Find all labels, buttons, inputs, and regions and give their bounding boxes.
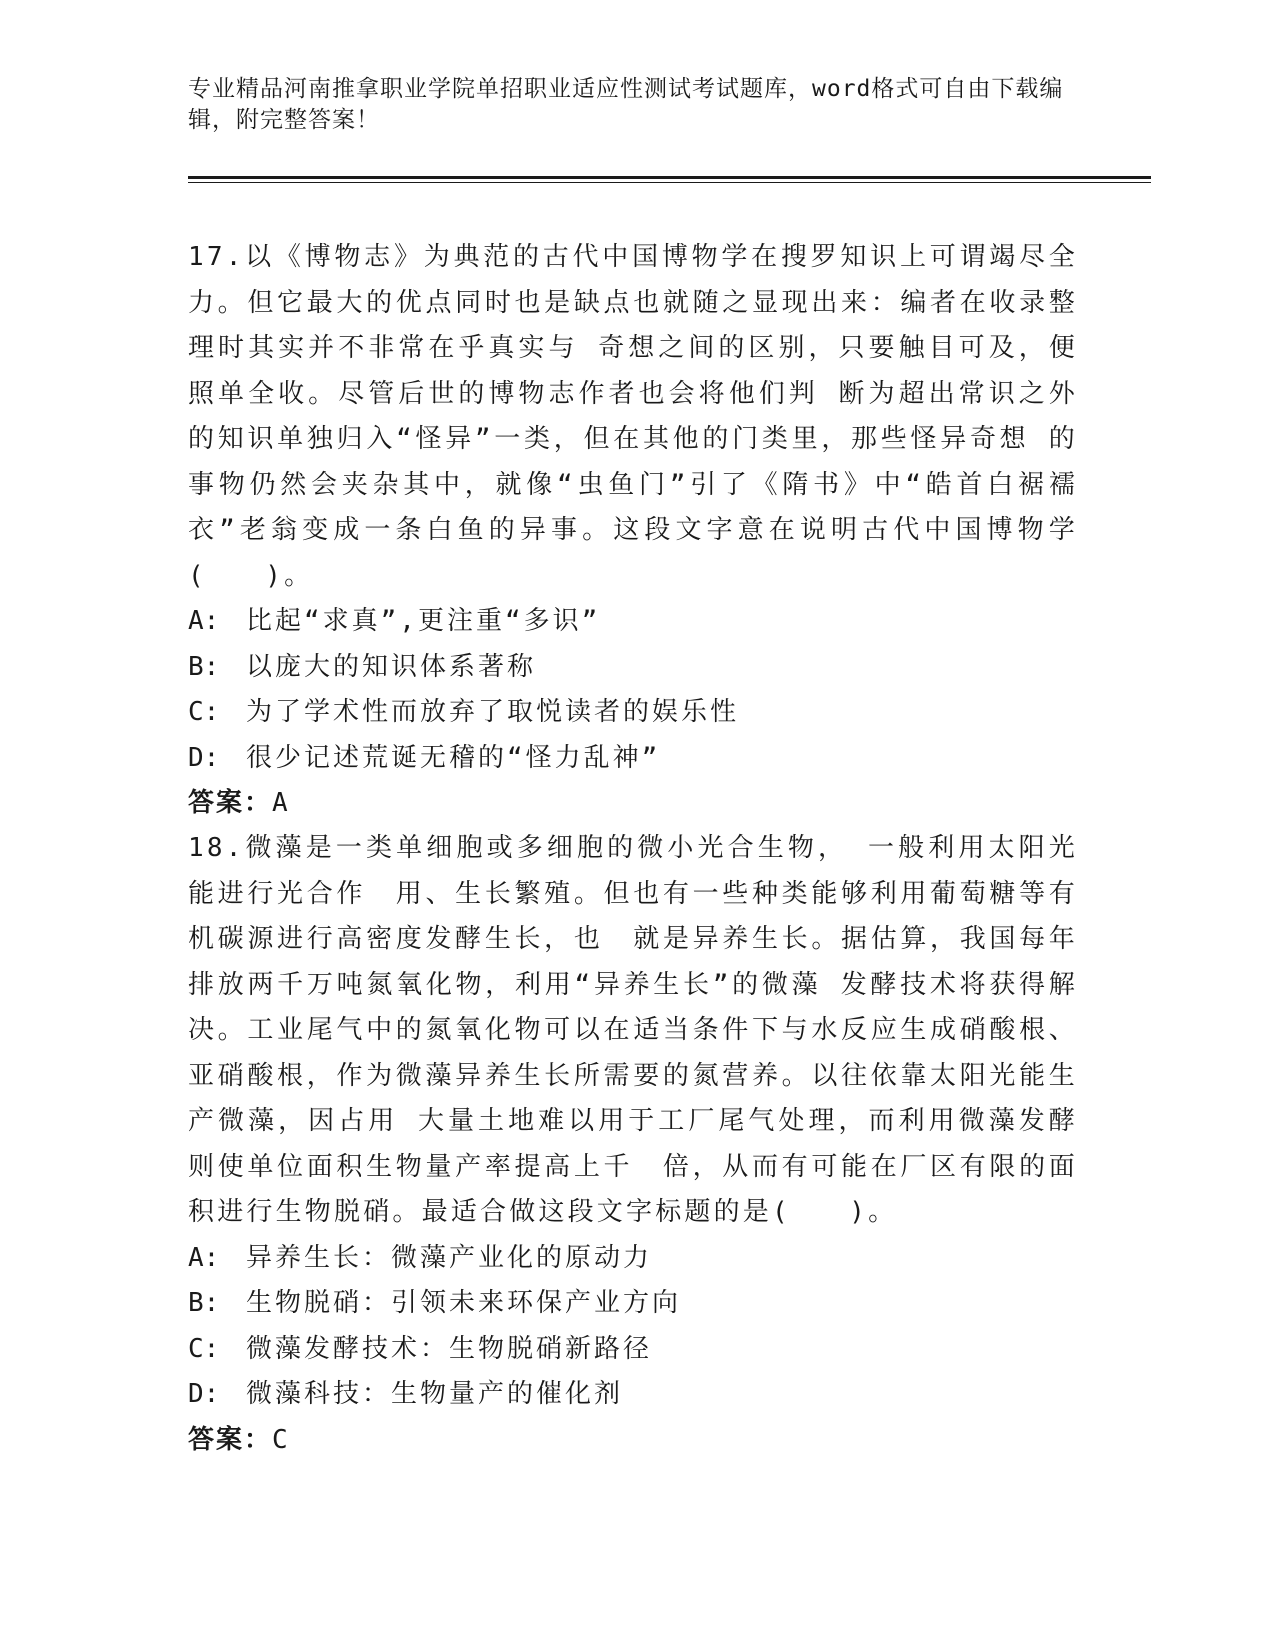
option-key: B: <box>188 1288 220 1318</box>
document-header: 专业精品河南推拿职业学院单招职业适应性测试考试题库，word格式可自由下载编辑，附完整答案！ <box>188 76 1064 133</box>
question-17 <box>188 235 1078 827</box>
option-d <box>188 1372 1078 1418</box>
option-key: C: <box>188 1333 220 1364</box>
option-key: D: <box>188 1379 220 1409</box>
option-text: 异养生长：微藻产业化的原动力 <box>246 1242 653 1273</box>
option-b <box>188 1281 1078 1327</box>
answer-label: 答案： <box>188 788 273 818</box>
option-b <box>188 645 1078 691</box>
question-18 <box>188 826 1078 1463</box>
option-text: 微藻科技：生物量产的催化剂 <box>246 1379 624 1409</box>
option-c <box>188 690 1078 736</box>
option-c <box>188 1327 1078 1373</box>
question-stem: 18.微藻是一类单细胞或多细胞的微小光合生物， 一般利用太阳光能进行光合作 用、生长繁殖。但也有一些种类能够利用葡萄糖等有机碳源进行高密度发酵生长，也 就是异养生长。据估算，我国每年排放两千万吨氮氧化物，利用“异养生长”的微藻 发酵技术将获得解决。工业尾气中的氮氧化物可以在适当条件下与水反应生成硝酸根、 亚硝酸根，作为微藻异养生长所需要的氮营养。以往依靠太阳光能生产微藻，因占用 大量土地难以用于工厂尾气处理，而利用微藻发酵则使单位面积生物量产率提高上千 倍，从而有可能在厂区有限的面积进行生物脱硝。最适合做这段文字标题的是( )。 <box>188 833 1078 1227</box>
answer-value: C <box>272 1424 290 1455</box>
option-text: 比起“求真”,更注重“多识” <box>246 606 601 636</box>
answer-line <box>188 1418 1078 1464</box>
header-divider-thick <box>188 176 1151 179</box>
option-key: A: <box>188 606 220 636</box>
option-text: 以庞大的知识体系著称 <box>246 651 537 682</box>
option-key: A: <box>188 1242 220 1273</box>
option-d <box>188 736 1078 782</box>
answer-line <box>188 781 1078 827</box>
option-text: 为了学术性而放弃了取悦读者的娱乐性 <box>246 697 740 727</box>
option-text: 生物脱硝：引领未来环保产业方向 <box>246 1288 682 1318</box>
option-key: D: <box>188 742 220 773</box>
question-stem: 17.以《博物志》为典范的古代中国博物学在搜罗知识上可谓竭尽全力。但它最大的优点同时也是缺点也就随之显现出来：编者在收录整理时其实并不非常在乎真实与 奇想之间的区别，只要触目可及，便照单全收。尽管后世的博物志作者也会将他们判 断为超出常识之外的知识单独归入“怪异”一类，但在其他的门类里，那些怪异奇想 的事物仍然会夹杂其中，就像“虫鱼门”引了《隋书》中“皓首白裾襦衣”老翁变成一条白鱼的异事。这段文字意在说明古代中国博物学( )。 <box>188 242 1078 591</box>
option-key: C: <box>188 697 220 727</box>
answer-label: 答案： <box>188 1424 273 1455</box>
header-divider-thin <box>188 182 1151 183</box>
option-a <box>188 1236 1078 1282</box>
option-a <box>188 599 1078 645</box>
option-text: 微藻发酵技术：生物脱硝新路径 <box>246 1333 653 1364</box>
option-text: 很少记述荒诞无稽的“怪力乱神” <box>246 742 661 773</box>
answer-value: A <box>272 788 290 818</box>
option-key: B: <box>188 651 220 682</box>
